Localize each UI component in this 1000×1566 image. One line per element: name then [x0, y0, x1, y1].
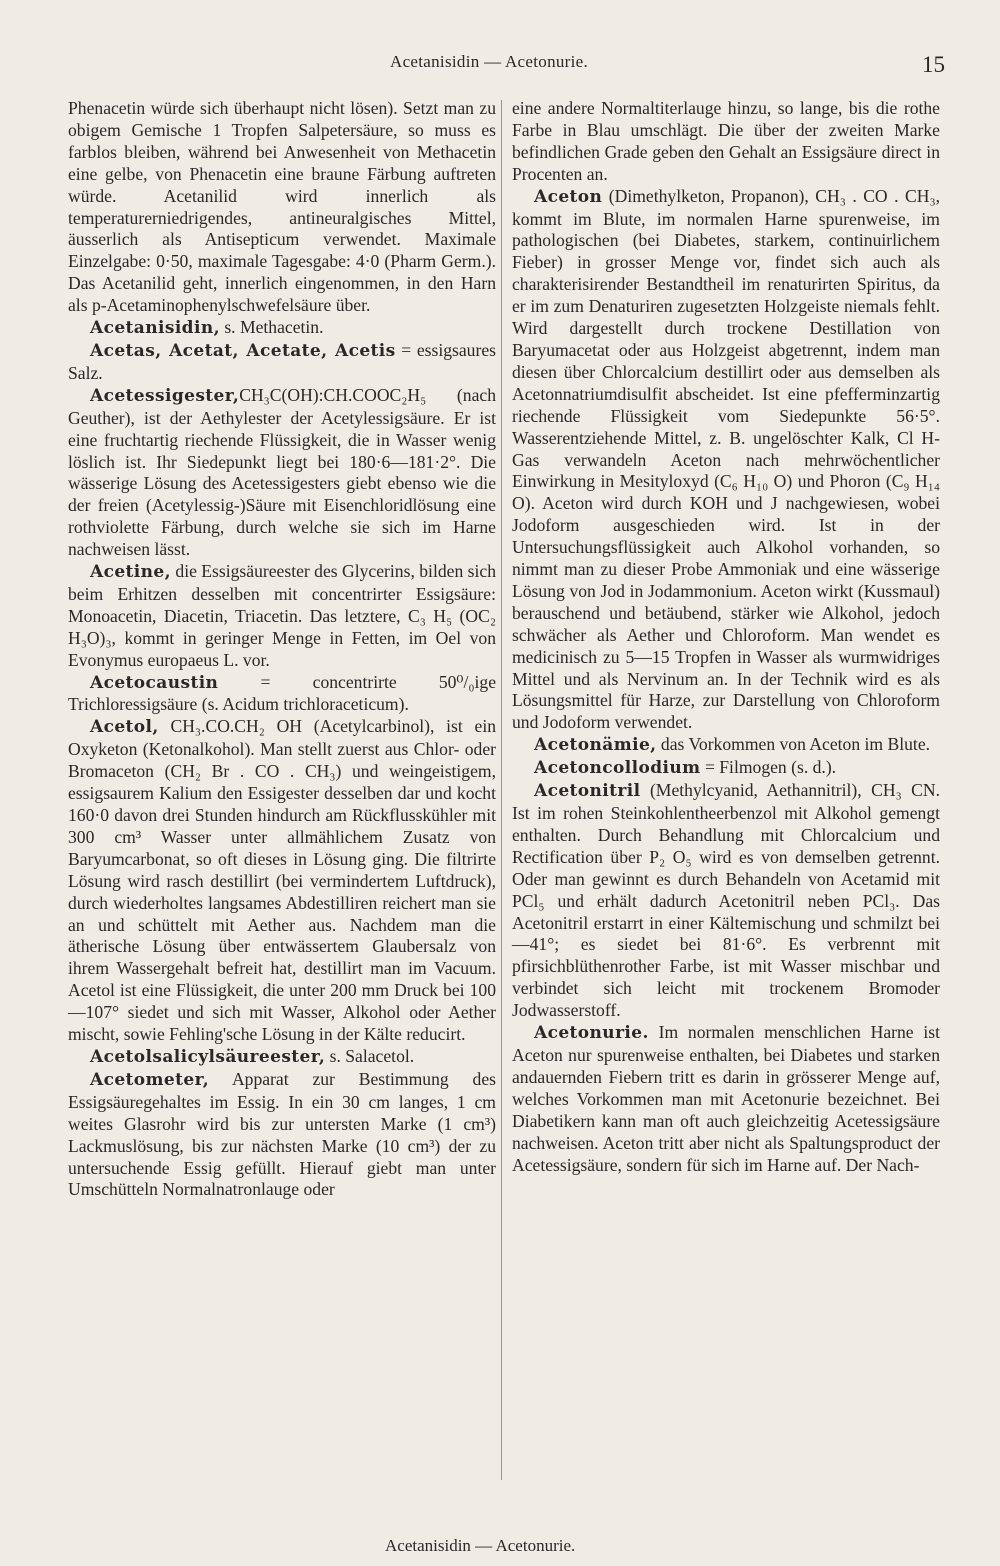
entry-text: (Dimethylketon, Propanon), CH₃ . CO . CH₃, kommt im Blute, im normalen Harne spurenweise, im pathologischen (bei Diabetes, starkem, continuirlichem Fieber) in grosser Menge vor, findet sich auch als charakterisirender Bestandtheil im renaturirten Spiritus, da er im zum Denaturiren zugesetzten Holzgeiste niemals fehlt. Wird dargestellt durch trockene Destillation von Baryumacetat oder aus Holzgeist abgetrennt, indem man diesen über Chlorcalcium destillirt oder aus demselben als Acetonnatriumdisulfit abscheidet. Ist eine pfefferminzartig riechende Flüssigkeit vom Siedepunkte 56·5°. Wasserentziehende Mittel, z. B. ungelöschter Kalk, Cl H-Gas verwandeln Aceton nach mehrwöchentlicher Einwirkung in Mesityloxyd (C₆ H₁₀ O) und Phoron (C₉ H₁₄ O). Aceton wird durch KOH und J nachgewiesen, wobei Jodoform ausgeschieden wird. Ist in der Untersuchungsflüssigkeit auch Alkohol vorhanden, so nimmt man zu dieser Probe Ammoniak und eine wässerige Lösung von Jod in Jodammonium. Aceton wirkt (Kussmaul) berauschend und betäubend, stärker wie Alkohol, jedoch schwächer als Aether und Chloroform. Man wendet es medicinisch zu 5—15 Tropfen in Wasser als wurmwidriges Mittel und als Nervinum an. In der Technik wird es als Lösungsmittel für Harze, zur Darstellung von Chloroform und Jodoform verwendet.	[512, 185, 940, 733]
entry-text: CH₃C(OH):CH.COOC₂H₅ (nach Geuther), ist der Aethylester der Acetylessigsäure. Er ist eine fruchtartig riechende Flüssigkeit, die in Wasser wenig löslich ist. Ihr Siedepunkt liegt bei 180·6—181·2°. Die wässerige Lösung des Acetessigesters giebt ebenso wie die der freien (Acetylessig-)Säure mit Eisenchloridlösung eine rothviolette Färbung, durch welche sie sich im Harne nachweisen lässt.	[68, 384, 496, 560]
entry-headword: Acetol,	[90, 717, 159, 738]
entry	[512, 780, 940, 1022]
entry-text: eine andere Normaltiterlauge hinzu, so lange, bis die rothe Farbe in Blau umschlägt. Die über der zweiten Marke befindlichen Grade geben den Gehalt an Essigsäure direct in Procenten an.	[512, 98, 940, 184]
entry-text: s. Salacetol.	[329, 1045, 415, 1066]
entry	[512, 186, 940, 735]
entry-text: = essigsaures Salz.	[68, 339, 496, 383]
running-foot: Acetanisidin — Acetonurie.	[385, 1536, 576, 1555]
entry-text: die Essigsäureester des Glycerins, bilden sich beim Erhitzen desselben mit concentrirter Essigsäure: Monoacetin, Diacetin, Triacetin. Das letztere, C₃ H₅ (OC₂ H₃O)₃, kommt in geringer Menge in Fetten, im Oel von Evonymus europaeus L. vor.	[68, 561, 496, 670]
entry-headword: Acetoncollodium	[534, 758, 701, 779]
entry-headword: Acetine,	[90, 562, 171, 583]
entry-headword: Acetonämie,	[534, 735, 657, 756]
entry-text: Im normalen menschlichen Harne ist Aceton nur spurenweise enthalten, bei Diabetes und starken andauernden Fiebern tritt es darin in grösserer Menge auf, welches Vorkommen man mit Acetonurie bezeichnet. Bei Diabetikern kann man oft auch gleichzeitig Acetessigsäure nachweisen. Aceton tritt aber nicht als Spaltungsproduct der Acetessigsäure, sondern für sich im Harne auf. Der Nach-	[512, 1022, 940, 1175]
entry	[68, 716, 496, 1046]
left-column	[68, 98, 496, 1201]
right-column	[512, 98, 940, 1176]
entry	[68, 672, 496, 717]
entry	[512, 98, 940, 186]
column-rule	[501, 100, 502, 1480]
entry-headword: Acetometer,	[90, 1069, 210, 1090]
entry	[68, 385, 496, 561]
entry-headword: Acetonitril	[534, 781, 641, 802]
entry-headword: Acetonurie.	[534, 1023, 649, 1044]
entry-headword: Acetas, Acetat, Acetate, Acetis	[90, 340, 396, 361]
entry	[68, 561, 496, 672]
running-head: Acetanisidin — Acetonurie.	[390, 52, 589, 71]
entry	[512, 1022, 940, 1176]
entry-text: Phenacetin würde sich überhaupt nicht lösen). Setzt man zu obigem Gemische 1 Tropfen Salpetersäure, so muss es farblos bleiben, während bei Anwesenheit von Methacetin eine gelbe, von Phenacetin eine braune Färbung auftreten würde. Acetanilid wird innerlich als temperaturerniedrigendes, antineuralgisches Mittel, äusserlich als Antisepticum verwendet. Maximale Einzelgabe: 0·50, maximale Tagesgabe: 4·0 (Pharm Germ.). Das Acetanilid geht, innerlich eingenommen, in den Harn als p-Acetaminophenylschwefelsäure über.	[68, 98, 496, 316]
entry-headword: Acetocaustin	[90, 672, 219, 693]
entry-headword: Aceton	[534, 186, 603, 207]
entry	[68, 340, 496, 385]
entry-text: Apparat zur Bestimmung des Essigsäuregehaltes im Essig. In ein 30 cm langes, 1 cm weites Glasrohr wird bis zur untersten Marke (1 cm³) Lackmuslösung, bis zur nächsten Marke (10 cm³) der zu untersuchende Essig gefüllt. Hierauf giebt man unter Umschütteln Normalnatronlauge oder	[68, 1068, 496, 1200]
entry-text: = Filmogen (s. d.).	[704, 757, 837, 778]
entry	[68, 1046, 496, 1069]
entry-headword: Acetanisidin,	[90, 318, 220, 339]
entry-text: (Methylcyanid, Aethannitril), CH₃ CN. Ist im rohen Steinkohlentheerbenzol mit Alkohol gemengt enthalten. Durch Behandlung mit Chlorcalcium und Rectification über P₂ O₅ wird es von demselben getrennt. Oder man gewinnt es durch Behandeln von Acetamid mit PCl₅ und erhält dadurch Acetonitril neben PCl₃. Das Acetonitril erstarrt in einer Kältemischung und schmilzt bei —41°; es siedet bei 81·6°. Es verbrennt mit pfirsichblüthenrother Farbe, ist mit Wasser mischbar und verbindet sich leicht mit trockenem Bromoder Jodwasserstoff.	[512, 780, 940, 1021]
entry	[68, 317, 496, 340]
entry-text: das Vorkommen von Aceton im Blute.	[660, 734, 931, 755]
entry	[68, 98, 496, 317]
entry-headword: Acetolsalicylsäureester,	[90, 1046, 326, 1067]
entry-text: CH₃.CO.CH₂ OH (Acetylcarbinol), ist ein Oxyketon (Ketonalkohol). Man stellt zuerst aus Chlor- oder Bromaceton (CH₂ Br . CO . CH₃) und weingeistigem, essigsaurem Kalium den Essigester desselben dar und kocht 160·0 davon drei Stunden hindurch am Rückflusskühler mit 300 cm³ Wasser unter allmählichem Zusatz von Baryumcarbonat, so oft dieses in Lösung ging. Die filtrirte Lösung wird rasch destillirt (bei vermindertem Luftdruck), durch wiederholtes langsames Abdestilliren reichert man sie an und schüttelt mit Aether aus. Nachdem man die ätherische Lösung über entwässertem Glaubersalz von ihrem Wassergehalt befreit hat, destillirt man im Vacuum. Acetol ist eine Flüssigkeit, die unter 200 mm Druck bei 100—107° siedet und sich mit Wasser, Alkohol oder Aether mischt, sowie Fehling'sche Lösung in der Kälte reducirt.	[68, 716, 496, 1045]
entry-headword: Acetessigester,	[90, 385, 240, 406]
entry	[512, 734, 940, 757]
page-number: 15	[922, 52, 945, 77]
entry	[512, 757, 940, 780]
entry	[68, 1069, 496, 1201]
entry-text: s. Methacetin.	[224, 317, 324, 338]
entry-text: = concentrirte 50⁰/₀ige Trichloressigsäure (s. Acidum trichloraceticum).	[68, 671, 497, 715]
